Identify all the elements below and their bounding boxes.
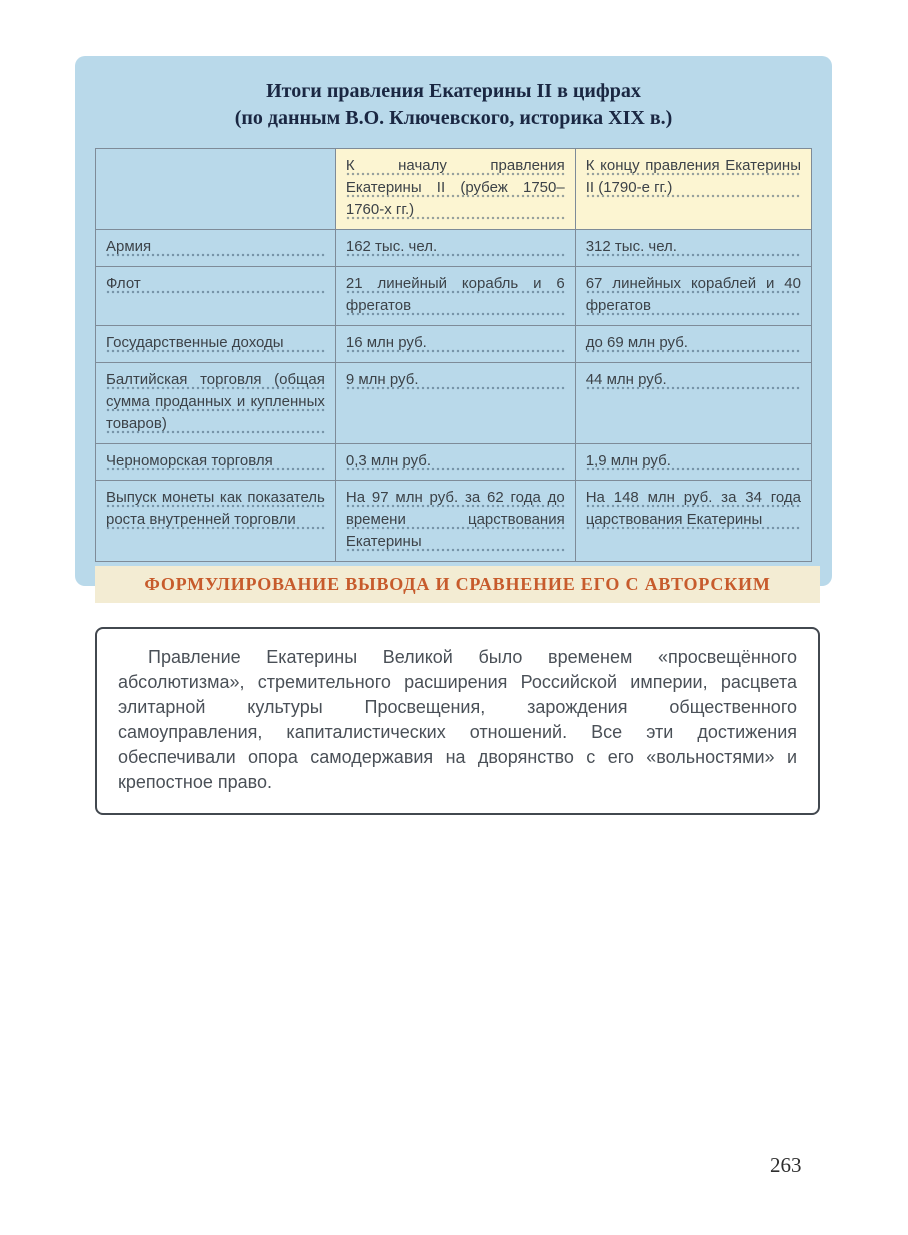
row-value-cell [575,363,811,444]
table-column-header [575,149,811,230]
column-header-text: К началу правления Екатерины II (рубеж 1750–1760-х гг.) [346,155,565,221]
row-value-text: 16 млн руб. [346,332,565,354]
row-value-text: 21 линейный корабль и 6 фрегатов [346,273,565,317]
panel-title-line1: Итоги правления Екатерины II в цифрах [266,80,641,102]
conclusion-text: Правление Екатерины Великой было временем «просвещённого абсолютизма», стремительного расширения Российской империи, расцвета элитарной культуры Просвещения, зарождения общественного самоуправления, капиталистических отношений. Все эти достижения обеспечивали опора самодержавия на дворянство с его «вольностями» и крепостное право. [118,647,797,792]
panel-title [105,78,802,132]
row-value-cell [335,267,575,326]
row-value-cell [335,444,575,481]
row-value-text: 312 тыс. чел. [586,236,801,258]
table-row [96,326,812,363]
table-row [96,481,812,562]
row-value-cell [335,481,575,562]
row-value-cell [335,363,575,444]
table-header-row [96,149,812,230]
row-value-cell [335,230,575,267]
row-value-text: 9 млн руб. [346,369,565,391]
table-row [96,230,812,267]
row-value-text: На 97 млн руб. за 62 года до времени царствования Екатерины [346,487,565,553]
row-label-text: Армия [106,236,325,258]
conclusion-box [95,627,820,815]
section-heading-text: ФОРМУЛИРОВАНИЕ ВЫВОДА И СРАВНЕНИЕ ЕГО С АВТОРСКИМ [144,574,771,594]
row-label-cell [96,444,336,481]
row-value-cell [575,481,811,562]
row-label-cell [96,326,336,363]
row-label-text: Балтийская торговля (общая сумма проданных и купленных товаров) [106,369,325,435]
table-body [96,230,812,562]
table-row [96,444,812,481]
table-column-header [335,149,575,230]
row-value-cell [575,444,811,481]
page-number: 263 [770,1153,802,1177]
row-value-cell [575,230,811,267]
row-label-text: Флот [106,273,325,295]
row-value-text: На 148 млн руб. за 34 года царствования Екатерины [586,487,801,531]
row-label-text: Черноморская торговля [106,450,325,472]
table-row [96,363,812,444]
row-label-cell [96,267,336,326]
row-value-text: 162 тыс. чел. [346,236,565,258]
table-row [96,267,812,326]
table-header [96,149,812,230]
row-label-text: Выпуск монеты как показатель роста внутренней торговли [106,487,325,531]
row-value-text: 1,9 млн руб. [586,450,801,472]
row-value-cell [575,326,811,363]
row-value-text: 44 млн руб. [586,369,801,391]
row-label-cell [96,363,336,444]
row-value-cell [575,267,811,326]
table-corner-cell [96,149,336,230]
row-label-text: Государственные доходы [106,332,325,354]
row-label-cell [96,481,336,562]
row-value-text: 67 линейных кораблей и 40 фрегатов [586,273,801,317]
row-value-cell [335,326,575,363]
panel-title-line2: (по данным В.О. Ключевского, историка XIX в.) [234,107,673,129]
section-heading-bar [95,566,820,603]
statistics-table [95,148,812,562]
column-header-text: К концу правления Екатерины II (1790-е гг.) [586,155,801,199]
row-value-text: 0,3 млн руб. [346,450,565,472]
summary-panel [75,56,832,586]
row-label-cell [96,230,336,267]
row-value-text: до 69 млн руб. [586,332,801,354]
